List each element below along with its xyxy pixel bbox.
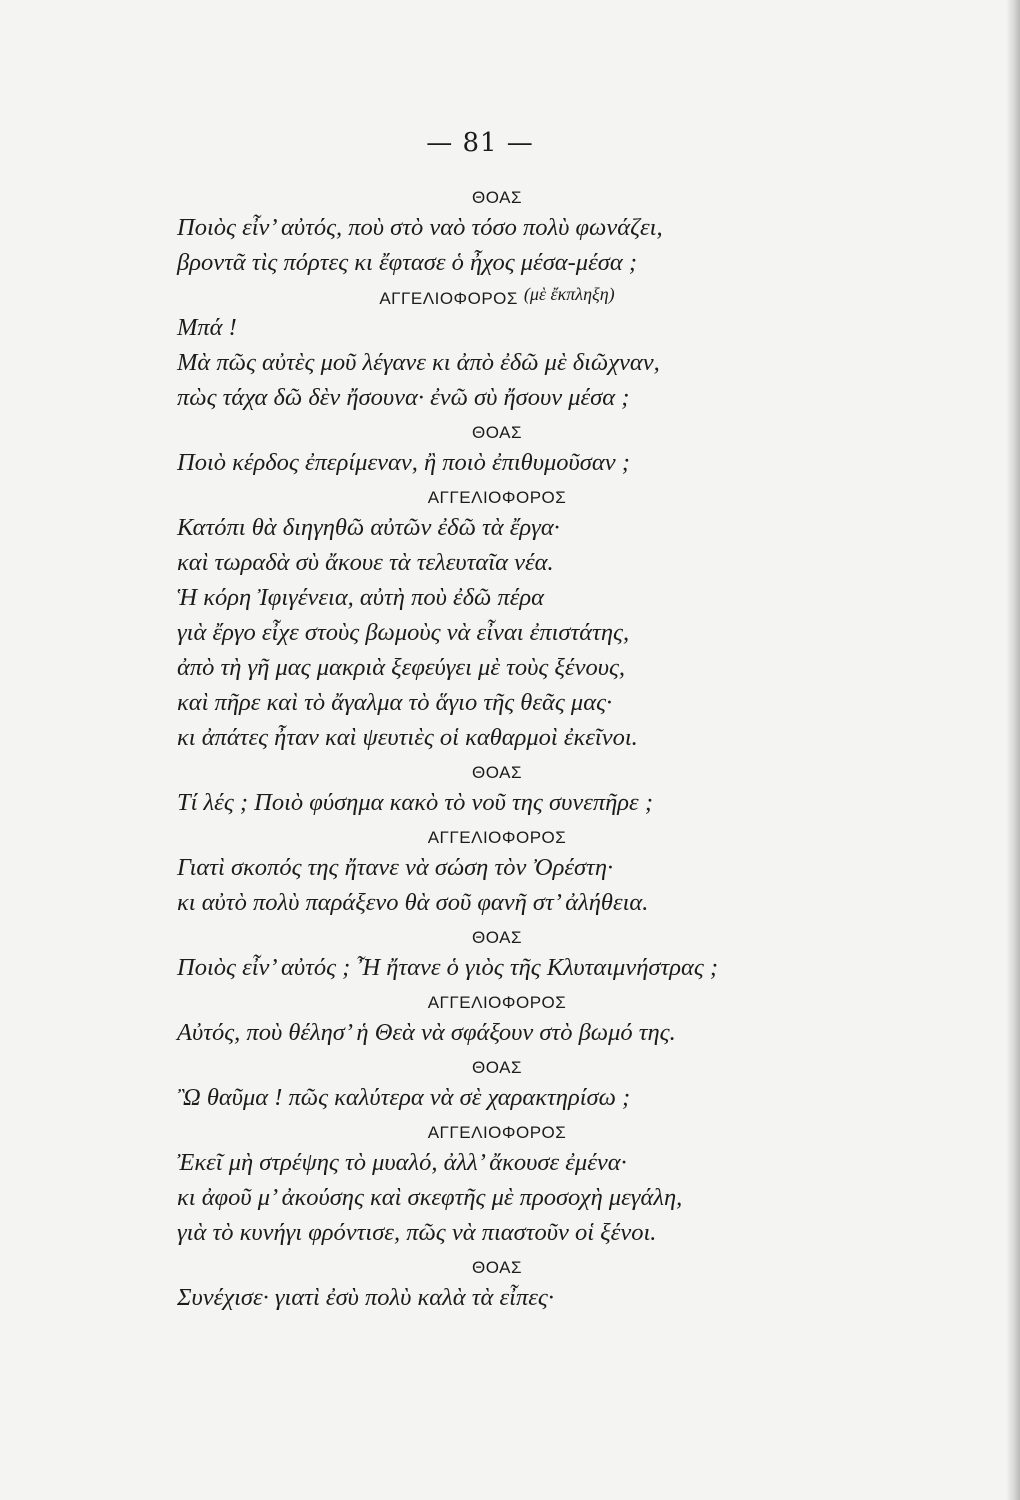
speaker-name: [177, 1050, 817, 1080]
speaker-name: [177, 1115, 817, 1145]
verse-line: Κατόπι θὰ διηγηθῶ αὐτῶν ἐδῶ τὰ ἔργα·: [177, 514, 560, 541]
verse-line: Αὐτός, ποὺ θέλησ’ ἡ Θεὰ νὰ σφάξουν στὸ βωμό της.: [177, 1019, 676, 1046]
verse-line: γιὰ τὸ κυνήγι φρόντισε, πῶς νὰ πιαστοῦν οἱ ξένοι.: [177, 1219, 657, 1246]
speaker-label: ΘΟΑΣ: [472, 1258, 522, 1277]
verse-line: Ποιὸς εἶν’ αὐτός ; Ἦ ἤτανε ὁ γιὸς τῆς Κλυταιμνήστρας ;: [177, 954, 719, 981]
verse-line: βροντᾶ τὶς πόρτες κι ἔφτασε ὁ ἦχος μέσα-μέσα ;: [177, 249, 637, 276]
verse-line: Ἡ κόρη Ἰφιγένεια, αὐτὴ ποὺ ἐδῶ πέρα: [177, 584, 544, 611]
dialogue-block: [177, 1050, 837, 1115]
page-number: — 81 —: [426, 128, 534, 158]
speaker-name: [177, 480, 817, 510]
verse-line: ἀπὸ τὴ γῆ μας μακριὰ ξεφεύγει μὲ τοὺς ξένους,: [177, 654, 626, 681]
verse-line: κι αὐτὸ πολὺ παράξενο θὰ σοῦ φανῆ στ’ ἀλήθεια.: [177, 889, 649, 916]
verse-line: καὶ τωραδὰ σὺ ἄκουε τὰ τελευταῖα νέα.: [177, 549, 554, 576]
verse-line: Μπά !: [177, 314, 237, 341]
verse-line: κι ἀπάτες ἦταν καὶ ψευτιὲς οἱ καθαρμοὶ ἐκεῖνοι.: [177, 724, 638, 751]
speaker-name: [177, 755, 817, 785]
speaker-label: ΘΟΑΣ: [472, 928, 522, 947]
verse-text: [177, 180, 837, 1315]
speaker-name: [177, 280, 817, 310]
speaker-label: ΑΓΓΕΛΙΟΦΟΡΟΣ: [427, 488, 567, 507]
speaker-label: ΘΟΑΣ: [472, 1058, 522, 1077]
stage-direction: (μὲ ἔκπληξη): [523, 284, 615, 304]
verse-line: Τί λές ; Ποιὸ φύσημα κακὸ τὸ νοῦ της συνεπῆρε ;: [177, 789, 653, 816]
verse-line: Γιατὶ σκοπός της ἤτανε νὰ σώση τὸν Ὀρέστη·: [177, 854, 614, 881]
speaker-name: [177, 415, 817, 445]
speaker-label: ΘΟΑΣ: [472, 763, 522, 782]
dialogue-block: [177, 1115, 837, 1250]
verse-line: Συνέχισε· γιατὶ ἐσὺ πολὺ καλὰ τὰ εἶπες·: [177, 1284, 554, 1311]
verse-line: καὶ πῆρε καὶ τὸ ἄγαλμα τὸ ἅγιο τῆς θεᾶς μας·: [177, 689, 613, 716]
dialogue-block: [177, 280, 837, 415]
verse-line: Ἐκεῖ μὴ στρέψης τὸ μυαλό, ἀλλ’ ἄκουσε ἐμένα·: [177, 1149, 627, 1176]
speaker-label: ΑΓΓΕΛΙΟΦΟΡΟΣ: [379, 289, 518, 308]
verse-line: Ὢ θαῦμα ! πῶς καλύτερα νὰ σὲ χαρακτηρίσω ;: [177, 1084, 631, 1111]
speaker-name: [177, 820, 817, 850]
verse-line: κι ἀφοῦ μ’ ἀκούσης καὶ σκεφτῆς μὲ προσοχὴ μεγάλη,: [177, 1184, 683, 1211]
dialogue-block: [177, 985, 837, 1050]
speaker-label: ΑΓΓΕΛΙΟΦΟΡΟΣ: [427, 828, 567, 847]
speaker-name: [177, 180, 817, 210]
speaker-label: ΑΓΓΕΛΙΟΦΟΡΟΣ: [427, 1123, 567, 1142]
verse-line: Ποιὸς εἶν’ αὐτός, ποὺ στὸ ναὸ τόσο πολὺ φωνάζει,: [177, 214, 663, 241]
speaker-name: [177, 920, 817, 950]
verse-line: γιὰ ἔργο εἶχε στοὺς βωμοὺς νὰ εἶναι ἐπιστάτης,: [177, 619, 630, 646]
dialogue-block: [177, 755, 837, 820]
speaker-label: ΑΓΓΕΛΙΟΦΟΡΟΣ: [427, 993, 567, 1012]
dialogue-block: [177, 480, 837, 755]
speaker-label: ΘΟΑΣ: [472, 423, 522, 442]
speaker-name: [177, 985, 817, 1015]
speaker-label: ΘΟΑΣ: [472, 188, 522, 207]
dialogue-block: [177, 820, 837, 920]
verse-line: Ποιὸ κέρδος ἐπερίμεναν, ἢ ποιὸ ἐπιθυμοῦσαν ;: [177, 449, 630, 476]
verse-line: Μὰ πῶς αὐτὲς μοῦ λέγανε κι ἀπὸ ἐδῶ μὲ διῶχναν,: [177, 349, 660, 376]
dialogue-block: [177, 180, 837, 280]
dialogue-block: [177, 920, 837, 985]
dialogue-block: [177, 415, 837, 480]
verse-line: πὼς τάχα δῶ δὲν ἤσουνα· ἐνῶ σὺ ἤσουν μέσα ;: [177, 384, 630, 411]
dialogue-block: [177, 1250, 837, 1315]
speaker-name: [177, 1250, 817, 1280]
page-edge-shadow: [1006, 0, 1020, 1500]
